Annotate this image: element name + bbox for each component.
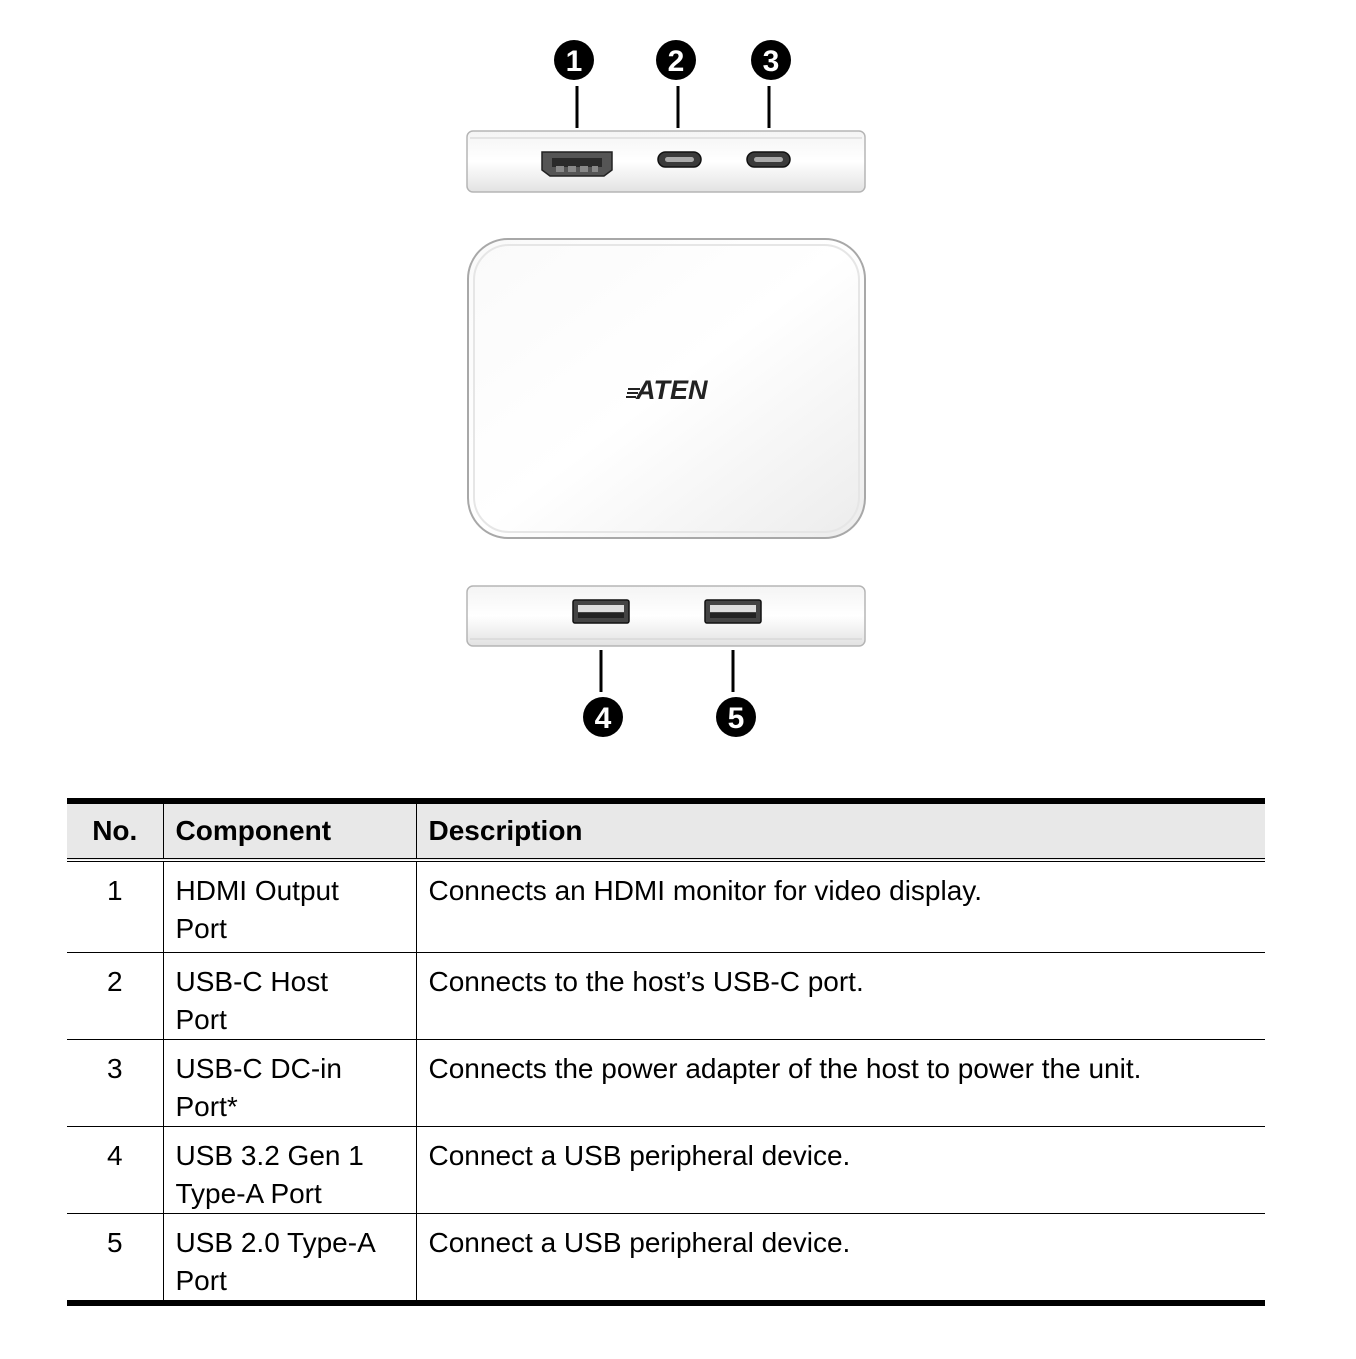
row-component: HDMI Output Port <box>163 860 416 952</box>
table-row <box>67 860 1265 952</box>
usb-c-port-icon <box>747 152 790 167</box>
usb-a-port-icon <box>705 600 761 623</box>
callout-2 <box>656 40 696 80</box>
row-number: 3 <box>67 1039 163 1126</box>
row-component: USB-C DC-in Port* <box>163 1039 416 1126</box>
usb-c-port-icon <box>658 152 701 167</box>
svg-text:ATEN: ATEN <box>636 375 708 405</box>
callout-1 <box>554 40 594 80</box>
device-top-view <box>468 239 865 538</box>
row-description: Connects to the host’s USB-C port. <box>416 952 1265 1039</box>
table-row <box>67 1126 1265 1213</box>
svg-text:4: 4 <box>594 702 612 735</box>
header-no: No. <box>67 801 163 860</box>
bottom-side-view <box>467 586 865 646</box>
table-row <box>67 1213 1265 1303</box>
row-number: 2 <box>67 952 163 1039</box>
svg-text:2: 2 <box>667 45 685 78</box>
top-side-view <box>467 131 865 192</box>
row-description: Connects the power adapter of the host to power the unit. <box>416 1039 1265 1126</box>
table-header-row <box>67 801 1265 860</box>
row-number: 1 <box>67 860 163 952</box>
svg-text:1: 1 <box>565 45 583 78</box>
component-table <box>67 798 1265 1306</box>
svg-text:3: 3 <box>762 45 780 78</box>
aten-logo <box>626 375 708 405</box>
table-row <box>67 952 1265 1039</box>
hdmi-port-icon <box>542 152 612 176</box>
callout-3 <box>751 40 791 80</box>
callout-5 <box>716 697 756 737</box>
row-description: Connect a USB peripheral device. <box>416 1126 1265 1213</box>
table-row <box>67 1039 1265 1126</box>
header-component: Component <box>163 801 416 860</box>
row-description: Connect a USB peripheral device. <box>416 1213 1265 1303</box>
row-number: 4 <box>67 1126 163 1213</box>
row-number: 5 <box>67 1213 163 1303</box>
row-component: USB-C Host Port <box>163 952 416 1039</box>
row-component: USB 3.2 Gen 1 Type-A Port <box>163 1126 416 1213</box>
callout-4 <box>583 697 623 737</box>
usb-a-port-icon <box>573 600 629 623</box>
row-description: Connects an HDMI monitor for video display. <box>416 860 1265 952</box>
header-description: Description <box>416 801 1265 860</box>
svg-text:5: 5 <box>727 702 745 735</box>
row-component: USB 2.0 Type-A Port <box>163 1213 416 1303</box>
